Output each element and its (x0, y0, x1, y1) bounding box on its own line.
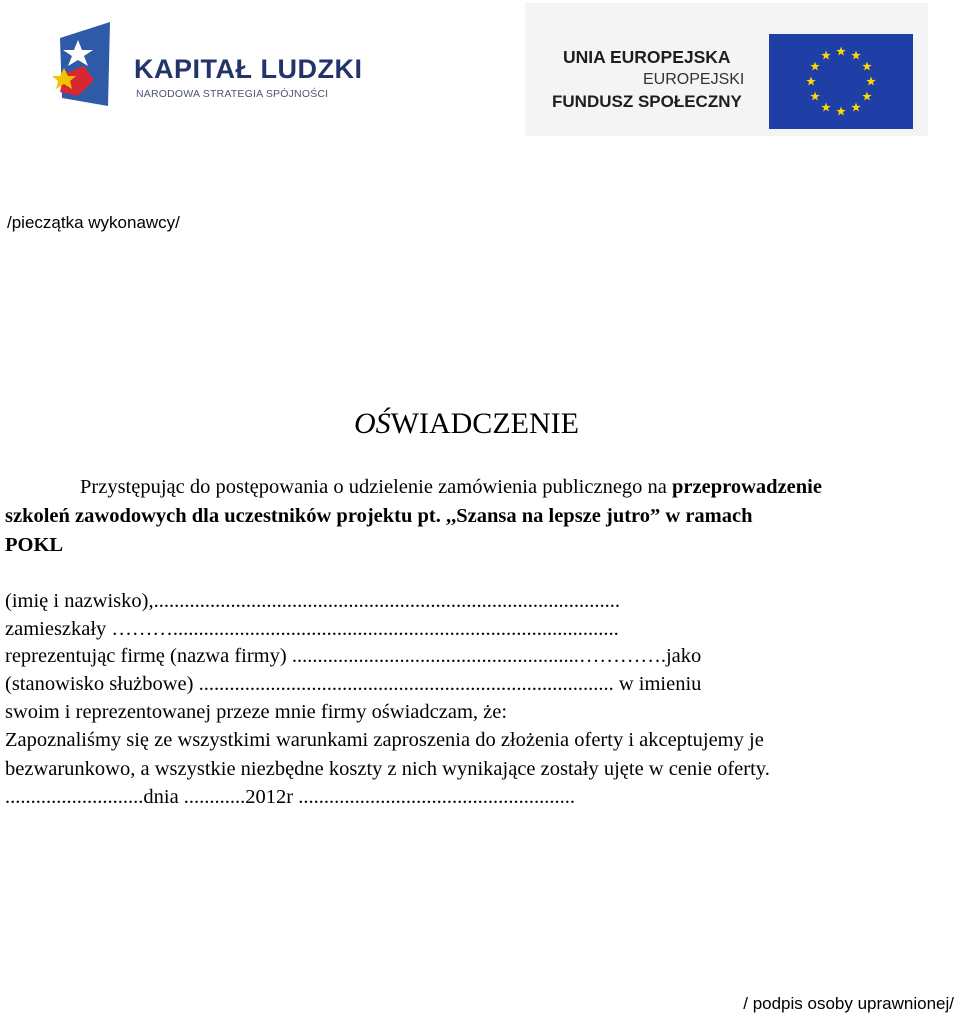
intro-line (80, 477, 822, 498)
intro-text: Przystępując do postępowania o udzielenie zamówienia publicznego na (80, 476, 673, 498)
residence-field-line: zamieszkały ………....................................................................................... (5, 618, 619, 640)
kapital-ludzki-title: KAPITAŁ LUDZKI (134, 54, 363, 84)
signature-label: / podpis osoby uprawnionej/ (743, 994, 954, 1013)
eu-logo-line3: FUNDUSZ SPOŁECZNY (552, 92, 742, 111)
subject-line-2: POKL (5, 534, 64, 556)
subject-line-1: szkoleń zawodowych dla uczestników projektu pt. ,,Szansa na lepsze jutro” w ramach (5, 505, 753, 527)
document-title (354, 407, 579, 441)
kapital-ludzki-subtitle: NARODOWA STRATEGIA SPÓJNOŚCI (136, 88, 329, 100)
stamp-label: /pieczątka wykonawcy/ (7, 213, 180, 232)
statement-line-1: Zapoznaliśmy się ze wszystkimi warunkami zaproszenia do złożenia oferty i akceptujemy je (5, 729, 764, 751)
date-field-line: ...........................dnia ............2012r ...................................................... (5, 786, 575, 808)
eu-logo-line2: EUROPEJSKI (643, 71, 745, 88)
intro-bold-text: przeprowadzenie (672, 476, 822, 498)
eu-flag-icon (769, 34, 913, 129)
company-field-line: reprezentując firmę (nazwa firmy) ........................................................………….jako (5, 645, 702, 667)
kapital-ludzki-emblem-icon (50, 18, 120, 118)
document-title-rest: WIADCZENIE (390, 407, 579, 440)
eu-logo (525, 3, 928, 136)
behalf-line: swoim i reprezentowanej przeze mnie firmy oświadczam, że: (5, 701, 508, 723)
document-title-italic: OŚ (354, 407, 391, 440)
statement-line-2: bezwarunkowo, a wszystkie niezbędne koszty z nich wynikające zostały ujęte w cenie oferty. (5, 758, 770, 780)
eu-logo-line1: UNIA EUROPEJSKA (563, 47, 731, 67)
position-field-line: (stanowisko służbowe) ................................................................................. w imieniu (5, 673, 702, 695)
kapital-ludzki-logo (50, 18, 370, 118)
name-field-line: (imię i nazwisko),........................................................................................... (5, 590, 620, 612)
